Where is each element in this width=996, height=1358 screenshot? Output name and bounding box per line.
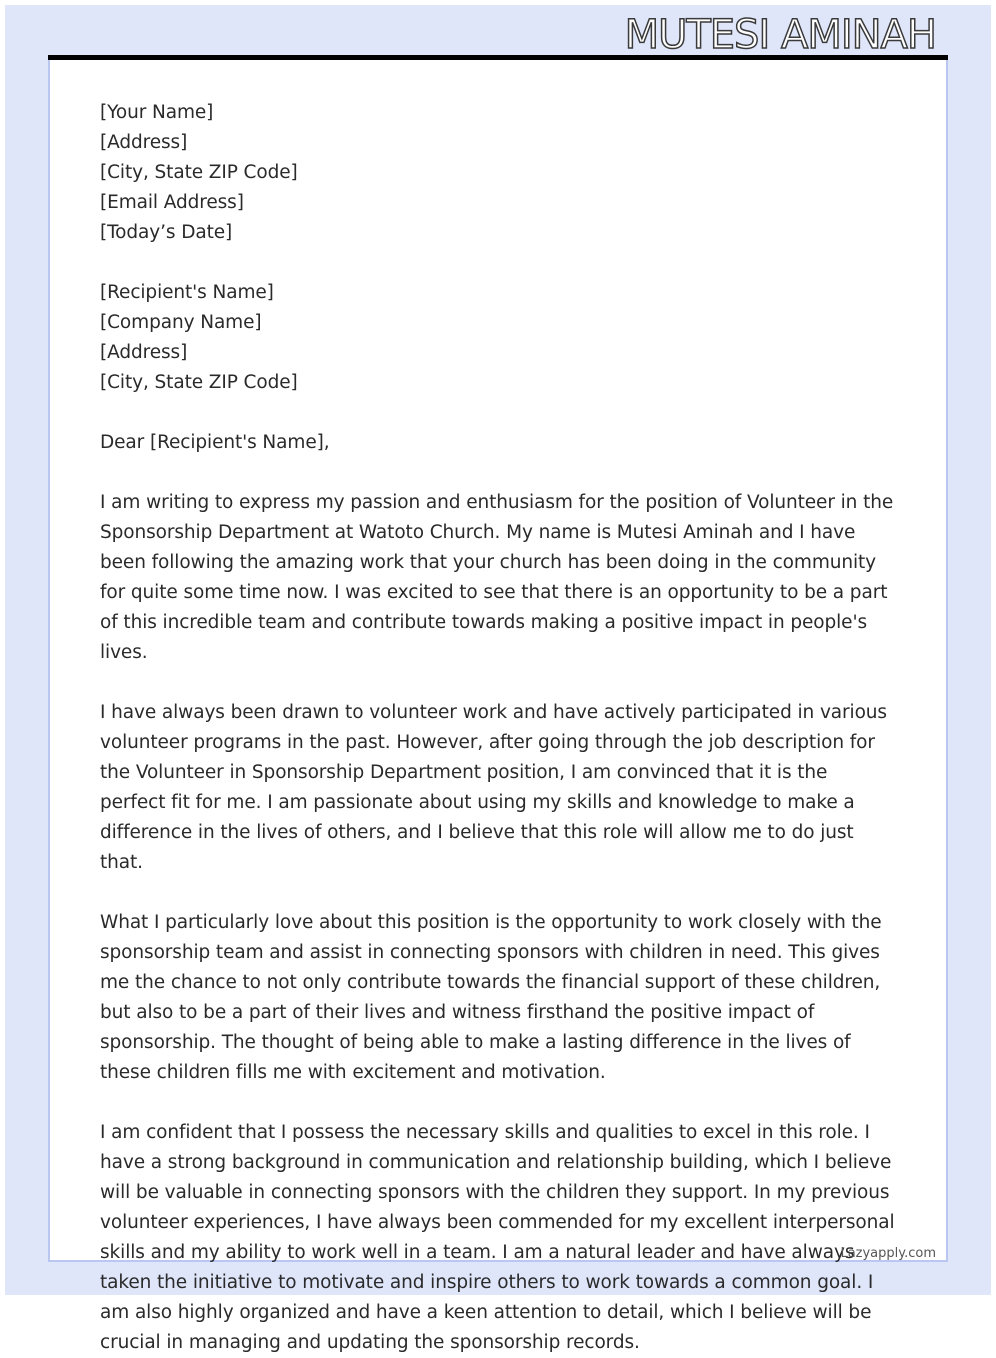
footer-brand-link[interactable]: Lazyapply.com	[840, 1246, 936, 1261]
body-paragraph-1: I am writing to express my passion and enthusiasm for the position of Volunteer in the Sponsorship Department at Watoto Church. My name is Mutesi Aminah and I have been following the amazing work that your church has been doing in the community for quite some time now. I was excited to see that there is an opportunity to be a part of this incredible team and contribute towards making a positive impact in people's lives.	[100, 492, 894, 663]
recipient-company: [Company Name]	[100, 312, 262, 333]
salutation: Dear [Recipient's Name],	[100, 432, 330, 453]
applicant-name-header: MUTESI AMINAH	[624, 12, 936, 58]
recipient-address: [Address]	[100, 342, 188, 363]
recipient-city-state-zip: [City, State ZIP Code]	[100, 372, 298, 393]
letter-date: [Today’s Date]	[100, 222, 233, 243]
recipient-name: [Recipient's Name]	[100, 282, 274, 303]
body-paragraph-3: What I particularly love about this position is the opportunity to work closely with the sponsorship team and assist in connecting sponsors with children in need. This gives me the chance to not only contribute towards the financial support of these children, but also to be a part of their lives and witness firsthand the positive impact of sponsorship. The thought of being able to make a lasting difference in the lives of these children fills me with excitement and motivation.	[100, 912, 882, 1083]
sender-address: [Address]	[100, 132, 188, 153]
sender-name: [Your Name]	[100, 102, 214, 123]
body-paragraph-4: I am confident that I possess the necessary skills and qualities to excel in this role. I have a strong background in communication and relationship building, which I believe will be valuable in connecting sponsors with the children they support. In my previous volunteer experiences, I have always been commended for my excellent interpersonal skills and my ability to work well in a team. I am a natural leader and have always taken the initiative to motivate and inspire others to work towards a common goal. I am also highly organized and have a keen attention to detail, which I believe will be crucial in managing and updating the sponsorship records.	[100, 1122, 895, 1353]
sender-city-state-zip: [City, State ZIP Code]	[100, 162, 298, 183]
cover-letter-body	[100, 98, 898, 1358]
body-paragraph-2: I have always been drawn to volunteer work and have actively participated in various volunteer programs in the past. However, after going through the job description for the Volunteer in Sponsorship Department position, I am convinced that it is the perfect fit for me. I am passionate about using my skills and knowledge to make a difference in the lives of others, and I believe that this role will allow me to do just that.	[100, 702, 887, 873]
sender-email: [Email Address]	[100, 192, 244, 213]
